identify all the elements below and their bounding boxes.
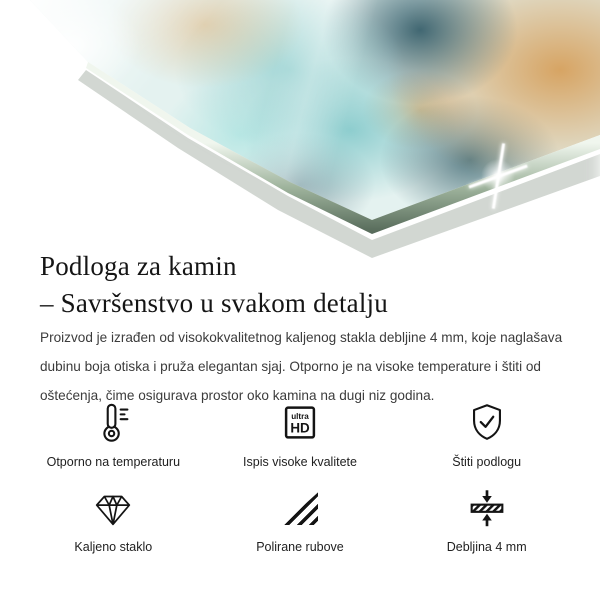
feature-label: Debljina 4 mm <box>446 540 527 554</box>
page-title <box>40 248 388 322</box>
feature-label: Ispis visoke kvalitete <box>243 455 357 469</box>
feature-label: Štiti podlogu <box>452 455 522 469</box>
shield-check-icon <box>464 400 510 446</box>
feature-temperature <box>20 400 207 469</box>
features-grid <box>20 400 580 554</box>
polished-edges-icon <box>282 485 318 531</box>
product-description: Proizvod je izrađen od visokokvalitetnog kaljenog stakla debljine 4 mm, koje naglašava dubinu boja otiska i pruža elegantan sjaj. Otporno je na visoke temperature i štiti od oštećenja, čime osigurava prostor oko kamina na dugi niz godina. <box>40 329 563 404</box>
feature-label: Kaljeno staklo <box>74 540 153 554</box>
feature-label: Otporno na temperaturu <box>46 455 181 469</box>
thickness-icon <box>464 485 510 531</box>
page-title-line1: Podloga za kamin <box>40 251 237 282</box>
page-title-line2: – Savršenstvo u svakom detalju <box>40 288 388 319</box>
feature-protects <box>393 400 580 469</box>
product-photo <box>0 0 600 280</box>
diamond-icon <box>90 485 136 531</box>
feature-label: Polirane rubove <box>256 540 344 554</box>
feature-thickness <box>393 485 580 554</box>
thermometer-icon <box>90 400 136 446</box>
feature-tempered-glass <box>20 485 207 554</box>
ultra-hd-icon <box>277 400 323 446</box>
feature-print-quality <box>207 400 394 469</box>
svg-text:ultra: ultra <box>291 412 309 422</box>
feature-polished-edges <box>207 485 394 554</box>
svg-text:HD: HD <box>290 420 310 436</box>
